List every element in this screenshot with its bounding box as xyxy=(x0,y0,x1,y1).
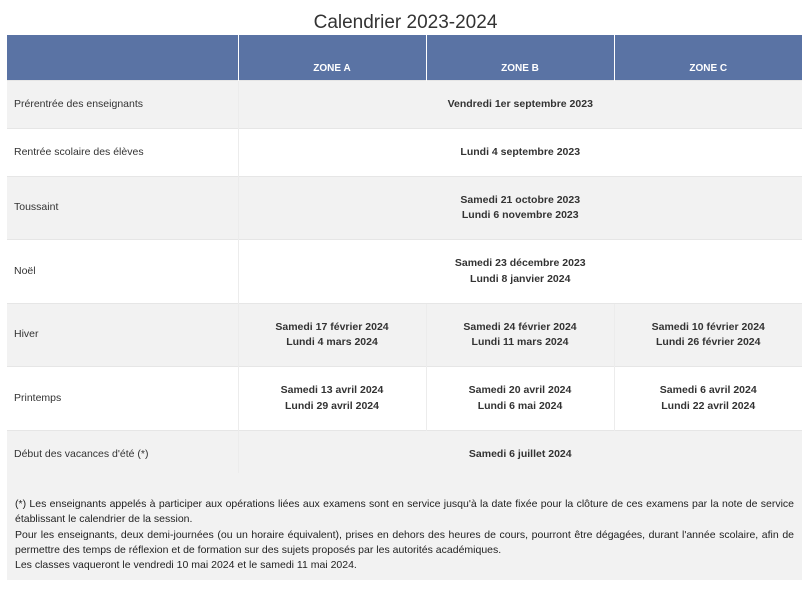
date-line-end: Lundi 22 avril 2024 xyxy=(661,399,756,412)
date-line: Vendredi 1er septembre 2023 xyxy=(447,97,593,110)
date-cell-zone-b xyxy=(426,367,614,431)
footnote-half-days: Pour les enseignants, deux demi-journées (ou un horaire équivalent), prises en dehors des heures de cours, pourront être dégagées, durant l'année scolaire, afin de permettre des temps de réflexion et de formation sur des sujets proposés par les autorités académiques. xyxy=(15,528,794,556)
date-cell xyxy=(238,240,802,304)
page-title: Calendrier 2023-2024 xyxy=(313,12,498,33)
date-line: Lundi 4 septembre 2023 xyxy=(460,145,581,158)
header-zone-b: ZONE B xyxy=(426,35,614,81)
date-line-start: Samedi 10 février 2024 xyxy=(651,320,765,333)
table-row xyxy=(7,367,802,431)
row-label: Printemps xyxy=(7,367,238,431)
date-line-start: Samedi 17 février 2024 xyxy=(275,320,389,333)
date-cell xyxy=(238,81,802,129)
header-zone-c: ZONE C xyxy=(614,35,802,81)
row-label: Noël xyxy=(7,240,238,304)
table-row xyxy=(7,240,802,304)
footnote-box xyxy=(7,473,802,580)
date-cell-zone-c xyxy=(614,367,802,431)
table-row xyxy=(7,431,802,479)
header-corner xyxy=(7,35,238,81)
table-row xyxy=(7,304,802,367)
row-label: Début des vacances d'été (*) xyxy=(7,431,238,479)
date-line-end: Lundi 6 novembre 2023 xyxy=(461,209,579,221)
table-row xyxy=(7,177,802,240)
date-line-start: Samedi 13 avril 2024 xyxy=(280,384,384,396)
date-line-end: Lundi 8 janvier 2024 xyxy=(470,272,571,285)
date-line-end: Lundi 6 mai 2024 xyxy=(477,399,563,412)
date-cell-zone-a xyxy=(238,304,426,367)
date-cell xyxy=(238,129,802,177)
date-cell xyxy=(238,431,802,479)
date-line-start: Samedi 21 octobre 2023 xyxy=(460,193,581,206)
footnote-exams: (*) Les enseignants appelés à participer aux opérations liées aux examens sont en service jusqu'à la date fixée pour la clôture de ces examens par la note de service établissant le calendrier de la session. xyxy=(15,498,794,526)
date-line-start: Samedi 24 février 2024 xyxy=(463,320,577,333)
row-label: Toussaint xyxy=(7,177,238,240)
date-cell-zone-c xyxy=(614,304,802,367)
table-header-row xyxy=(7,35,802,81)
date-line-start: Samedi 6 avril 2024 xyxy=(659,384,757,396)
date-line-end: Lundi 4 mars 2024 xyxy=(286,336,378,348)
table-row xyxy=(7,129,802,177)
date-line-end: Lundi 29 avril 2024 xyxy=(285,399,379,412)
date-line-end: Lundi 11 mars 2024 xyxy=(471,336,569,348)
date-line-end: Lundi 26 février 2024 xyxy=(656,336,761,348)
date-line-start: Samedi 23 décembre 2023 xyxy=(454,257,586,269)
date-cell-zone-b xyxy=(426,304,614,367)
row-label: Hiver xyxy=(7,304,238,367)
row-label: Rentrée scolaire des élèves xyxy=(7,129,238,177)
calendar-table xyxy=(7,35,802,479)
table-row xyxy=(7,81,802,129)
date-line-start: Samedi 20 avril 2024 xyxy=(468,384,572,396)
date-cell xyxy=(238,177,802,240)
row-label: Prérentrée des enseignants xyxy=(7,81,238,129)
date-line: Samedi 6 juillet 2024 xyxy=(468,448,572,460)
footnote-bridge: Les classes vaqueront le vendredi 10 mai 2024 et le samedi 11 mai 2024. xyxy=(15,559,357,572)
date-cell-zone-a xyxy=(238,367,426,431)
header-zone-a: ZONE A xyxy=(238,35,426,81)
